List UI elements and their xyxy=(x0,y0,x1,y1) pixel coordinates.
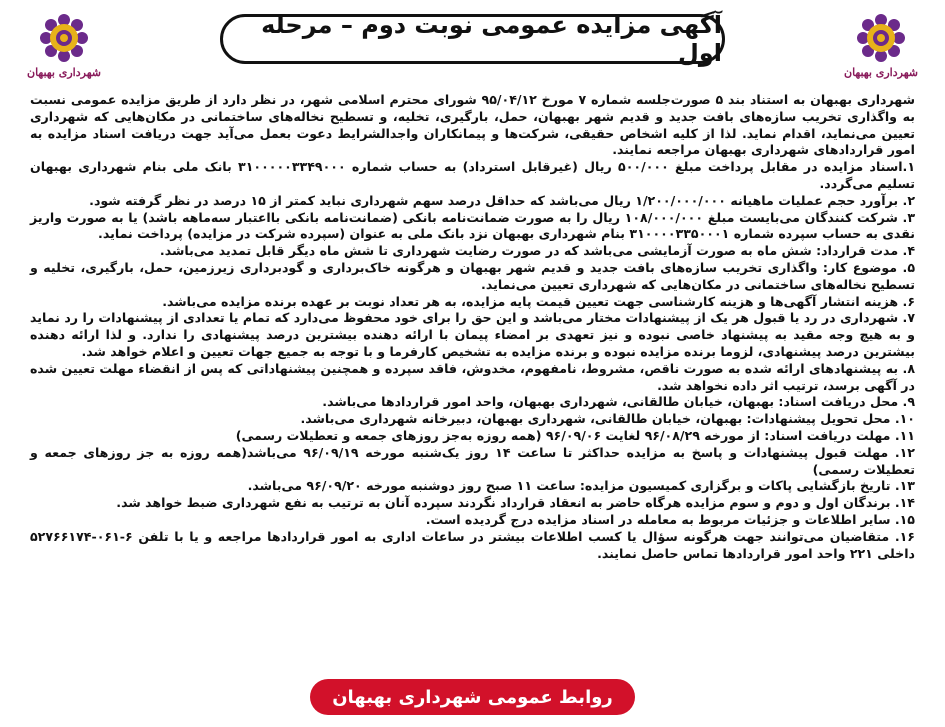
list-item: ۷. شهرداری در رد یا قبول هر یک از پیشنهادات مختار می‌باشد و این حق را برای خود محفوظ می‌دارد که تمام یا تعدادی از پیشنهادات را رد نماید و به هیچ وجه مقید به پیشنهاد خاصی نبوده و نیز تعهدی بر امضاء پیمان با ارائه دهنده بیشترین درصد پیشنهادی را ندارد. و لذا ارائه دهنده بیشترین درصد پیشنهادی، لزوما برنده مزایده نبوده و برنده مزایده به تشخیص کارفرما و با توجه به جمیع جهات تعیین و اعلام خواهد شد. xyxy=(30,310,915,359)
list-item: ۱۴. برندگان اول و دوم و سوم مزایده هرگاه حاضر به انعقاد قرارداد نگردند سپرده آنان به ترتیب به نفع شهرداری ضبط خواهد شد. xyxy=(116,495,915,511)
municipality-emblem-icon xyxy=(851,8,911,68)
list-item: ۱۳. تاریخ بازگشایی پاکات و برگزاری کمیسیون مزایده: ساعت ۱۱ صبح روز دوشنبه مورخه ۹۶/۰۹/۲۰ می‌باشد. xyxy=(247,478,915,494)
announcement-body xyxy=(30,92,915,562)
page-title: آگهی مزایده عمومی نوبت دوم – مرحله اول xyxy=(261,11,722,67)
footer-label: روابط عمومی شهرداری بهبهان xyxy=(332,686,613,708)
municipality-emblem-icon xyxy=(34,8,94,68)
list-item: ۸. به پیشنهادهای ارائه شده به صورت ناقص، مشروط، نامفهوم، مخدوش، فاقد سپرده و همچنین پیشنهاداتی که پس از انقضاء مهلت تعیین شده در آگهی برسد، ترتیب اثر داده نخواهد شد. xyxy=(30,360,915,393)
list-item: ۹. محل دریافت اسناد: بهبهان، خیابان طالقانی، شهرداری بهبهان، واحد امور قراردادها می‌باشد. xyxy=(322,394,915,410)
list-item: ۶. هزینه انتشار آگهی‌ها و هزینه کارشناسی جهت تعیین قیمت پایه مزایده، به هر تعداد نوبت بر عهده برنده مزایده می‌باشد. xyxy=(162,293,915,309)
title-banner xyxy=(220,11,725,67)
intro-paragraph: شهرداری بهبهان به استناد بند ۵ صورت‌جلسه شماره ۷ مورخ ۹۵/۰۴/۱۲ شورای محترم اسلامی شهر، در نظر دارد از طریق مزایده عمومی نسبت به واگذاری تخریب سازه‌های بافت جدید و قدیم شهر بهبهان، حمل، بارگیری، تخلیه، و تسطیح نخاله‌های ساختمانی در مکان‌هایی که شهرداری تعیین می‌نماید، اقدام نماید. لذا از کلیه اشخاص حقیقی، شرکت‌ها و پیمانکاران واجدالشرایط دعوت بعمل می‌آید جهت دریافت اسناد مزایده به امور قراردادهای شهرداری بهبهان مراجعه نمایند. xyxy=(30,92,916,158)
list-item: ۴. مدت قرارداد: شش ماه به صورت آزمایشی می‌باشد که در صورت رضایت شهرداری تا شش ماه دیگر قابل تمدید می‌باشد. xyxy=(159,243,915,259)
list-item: ۱۱. مهلت دریافت اسناد: از مورخه ۹۶/۰۸/۲۹ لغایت ۹۶/۰۹/۰۶ (همه روزه به‌جز روزهای جمعه و تعطیلات رسمی) xyxy=(235,427,915,443)
list-item: ۲. برآورد حجم عملیات ماهیانه ۱/۲۰۰/۰۰۰/۰۰۰ ریال می‌باشد که حداقل درصد سهم شهرداری نباید کمتر از ۱۵ درصد در نظر گرفته شود. xyxy=(89,192,915,208)
logo-left xyxy=(18,8,110,90)
logo-right xyxy=(835,8,927,90)
footer-banner xyxy=(310,679,635,715)
list-item: ۱۲. مهلت قبول پیشنهادات و پاسخ به مزایده حداکثر تا ساعت ۱۴ روز یک‌شنبه مورخه ۹۶/۰۹/۱۹ می‌باشد(همه روزه به جز روزهای جمعه و تعطیلات رسمی) xyxy=(30,444,915,477)
logo-caption: شهرداری بهبهان xyxy=(843,66,918,79)
logo-caption: شهرداری بهبهان xyxy=(26,66,101,79)
list-item: ۱۰. محل تحویل پیشنهادات: بهبهان، خیابان طالقانی، شهرداری بهبهان، دبیرخانه شهرداری می‌باشد. xyxy=(300,411,915,427)
list-item: ۱۵. سایر اطلاعات و جزئیات مربوط به معامله در اسناد مزایده درج گردیده است. xyxy=(425,511,915,527)
list-item: ۱.اسناد مزایده در مقابل پرداخت مبلغ ۵۰۰/۰۰۰ ریال (غیرقابل استرداد) به حساب شماره ۳۱۰۰۰۰۰۳۳۴۹۰۰۰ بانک ملی بنام شهرداری بهبهان تسلیم می‌گردد. xyxy=(30,159,915,191)
list-item: ۵. موضوع کار: واگذاری تخریب سازه‌های بافت جدید و قدیم شهر بهبهان و هرگونه خاک‌برداری و گودبرداری زیرزمین، حمل، بارگیری، تخلیه و تسطیح نخاله‌های ساختمانی در مکان‌هایی که شهرداری تعیین می‌نماید. xyxy=(30,259,915,292)
list-item: ۳. شرکت کنندگان می‌بایست مبلغ ۱۰۸/۰۰۰/۰۰۰ ریال را به صورت ضمانت‌نامه بانکی (ضمانت‌نامه بانکی بااعتبار سه‌ماهه باشد) یا به صورت واریز نقدی به حساب سپرده شماره ۳۱۰۰۰۰۳۳۵۰۰۰۱ بنام شهرداری بهبهان نزد بانک ملی به عنوان (سپرده شرکت در مزایده) پرداخت نماید. xyxy=(30,209,915,242)
list-item: ۱۶. متقاضیان می‌توانند جهت هرگونه سؤال یا کسب اطلاعات بیشتر در ساعات اداری به امور قراردادها مراجعه و یا با تلفن ۶-۰۶۱-۵۲۷۶۶۱۷۴ داخلی ۲۲۱ واحد امور قراردادها تماس حاصل نمایند. xyxy=(30,528,915,561)
